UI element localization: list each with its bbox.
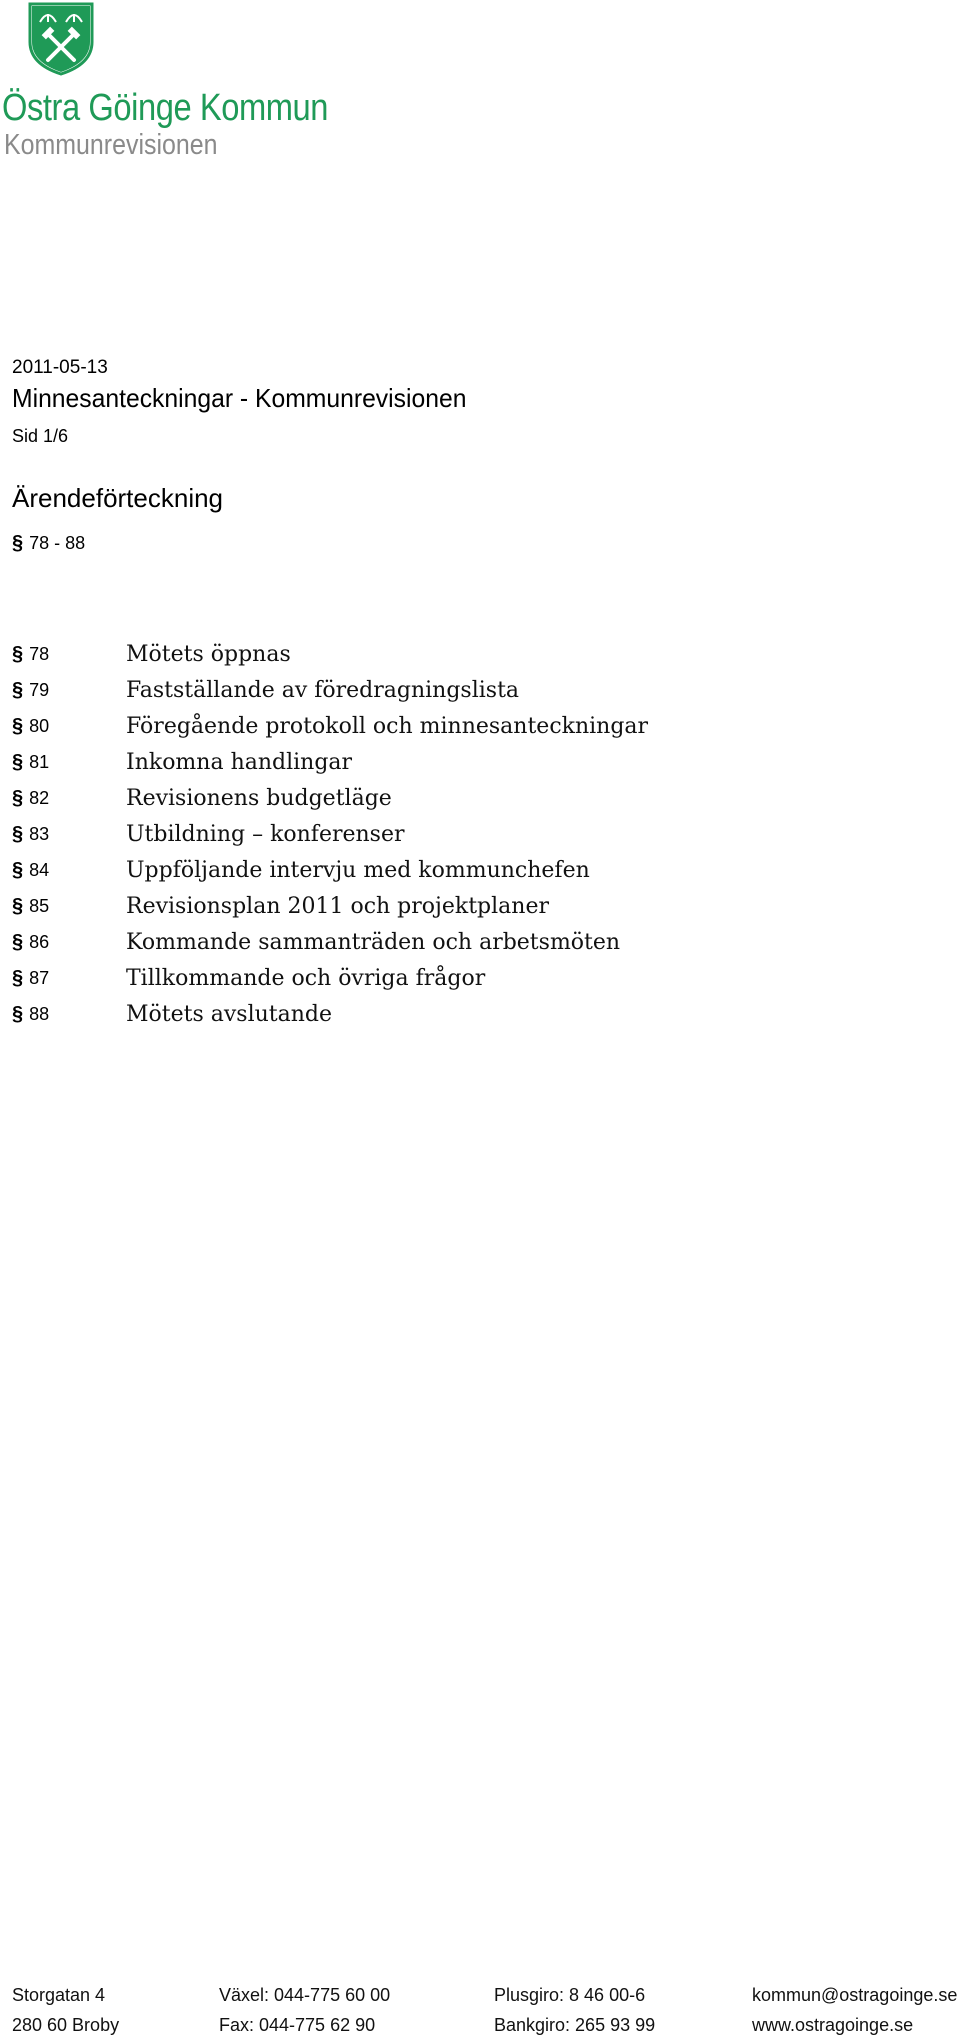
section-symbol: §: [12, 894, 24, 917]
agenda-item-number: [12, 643, 126, 666]
agenda-item-number-text: 87: [29, 967, 50, 988]
agenda-item: [12, 780, 648, 816]
agenda-item-number: [12, 1003, 126, 1026]
footer-row-1: [12, 1980, 960, 2010]
footer-postal: 280 60 Broby: [12, 2015, 120, 2035]
agenda-item: [12, 708, 648, 744]
agenda-range-text: 78 - 88: [29, 533, 86, 553]
agenda-item: [12, 996, 648, 1032]
section-symbol: §: [12, 822, 24, 845]
section-symbol: §: [12, 858, 24, 881]
agenda-item-number-text: 88: [29, 1003, 50, 1024]
agenda-item-number-text: 85: [29, 895, 50, 916]
agenda-item-number-text: 79: [29, 679, 50, 700]
agenda-list: [12, 636, 648, 1032]
agenda-item-label: Kommande sammanträden och arbetsmöten: [126, 929, 621, 955]
agenda-item: [12, 924, 648, 960]
section-symbol: §: [12, 786, 24, 809]
agenda-item-number: [12, 823, 126, 846]
agenda-item-label: Mötets avslutande: [126, 1001, 333, 1027]
footer-bankgiro: Bankgiro: 265 93 99: [494, 2015, 656, 2035]
agenda-item: [12, 636, 648, 672]
agenda-range: [12, 532, 85, 554]
page-indicator: Sid 1/6: [12, 426, 69, 446]
agenda-item: [12, 672, 648, 708]
agenda-item-number: [12, 931, 126, 954]
agenda-item-label: Uppföljande intervju med kommunchefen: [126, 857, 590, 883]
agenda-item-number: [12, 787, 126, 810]
agenda-item-number: [12, 679, 126, 702]
agenda-item-label: Revisionens budgetläge: [126, 785, 392, 811]
agenda-item-number: [12, 895, 126, 918]
agenda-item-number-text: 84: [29, 859, 50, 880]
organization-name: Östra Göinge Kommun: [2, 87, 329, 129]
shield-crest-icon: [28, 2, 94, 76]
agenda-item-number-text: 78: [29, 643, 50, 664]
agenda-heading: Ärendeförteckning: [12, 483, 224, 513]
letterhead-logo: [0, 0, 340, 170]
document-title: Minnesanteckningar - Kommunrevisionen: [12, 383, 467, 413]
footer-street: Storgatan 4: [12, 1985, 106, 2005]
agenda-item: [12, 816, 648, 852]
footer-website: www.ostragoinge.se: [752, 2015, 914, 2035]
agenda-item-number: [12, 859, 126, 882]
agenda-item-number-text: 81: [29, 751, 50, 772]
agenda-item-number-text: 83: [29, 823, 50, 844]
section-symbol: §: [12, 1002, 24, 1025]
footer-phone: Växel: 044-775 60 00: [219, 1985, 391, 2005]
document-date: 2011-05-13: [12, 357, 108, 378]
footer-fax: Fax: 044-775 62 90: [219, 2015, 376, 2035]
section-symbol: §: [12, 642, 24, 665]
agenda-item-number: [12, 967, 126, 990]
agenda-item-number-text: 82: [29, 787, 50, 808]
footer-plusgiro: Plusgiro: 8 46 00-6: [494, 1985, 646, 2005]
agenda-item-number: [12, 715, 126, 738]
section-symbol: §: [12, 750, 24, 773]
footer-email: kommun@ostragoinge.se: [752, 1985, 958, 2005]
section-symbol: §: [12, 930, 24, 953]
agenda-item-label: Mötets öppnas: [126, 641, 291, 667]
agenda-item-number: [12, 751, 126, 774]
section-symbol: §: [12, 714, 24, 737]
agenda-item-number-text: 86: [29, 931, 50, 952]
agenda-item-label: Revisionsplan 2011 och projektplaner: [126, 893, 549, 919]
agenda-item-number-text: 80: [29, 715, 50, 736]
agenda-item: [12, 888, 648, 924]
agenda-item-label: Utbildning – konferenser: [126, 821, 405, 847]
section-symbol: §: [12, 966, 24, 989]
footer-row-2: [12, 2010, 960, 2040]
agenda-item-label: Föregående protokoll och minnesanteckningar: [126, 713, 649, 739]
section-symbol: §: [12, 532, 24, 554]
agenda-item: [12, 960, 648, 996]
agenda-item-label: Inkomna handlingar: [126, 749, 353, 775]
section-symbol: §: [12, 678, 24, 701]
agenda-item-label: Tillkommande och övriga frågor: [126, 965, 486, 991]
agenda-item-label: Fastställande av föredragningslista: [126, 677, 520, 703]
agenda-item: [12, 852, 648, 888]
department-name: Kommunrevisionen: [4, 129, 218, 161]
agenda-item: [12, 744, 648, 780]
page-footer: [12, 1980, 960, 2040]
